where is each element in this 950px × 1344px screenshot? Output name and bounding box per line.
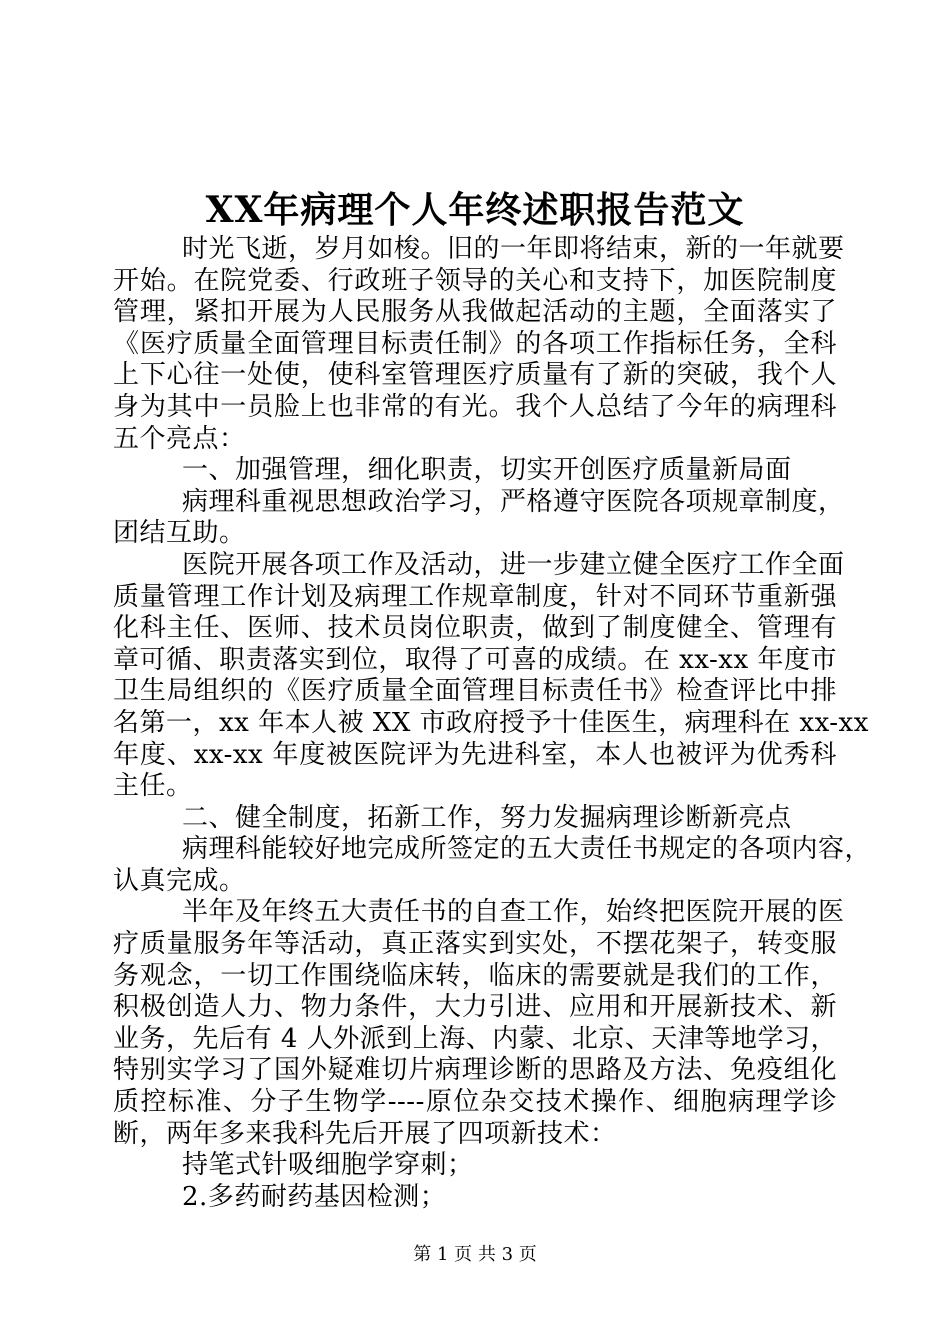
text-line: 时光飞逝，岁月如梭。旧的一年即将结束，新的一年就要 [182,234,845,264]
text-line: 管理，紧扣开展为人民服务从我做起活动的主题，全面落实了 [113,297,837,328]
text-line: 名第一，xx 年本人被 XX 市政府授予十佳医生，病理科在 xx-xx [113,707,869,738]
page-footer: 第 1 页 共 3 页 [413,1244,537,1265]
text-line: 年度、xx-xx 年度被医院评为先进科室，本人也被评为优秀科 [113,739,837,770]
text-line: 章可循、职责落实到位，取得了可喜的成绩。在 xx-xx 年度市 [113,644,837,675]
text-line: 特别实学习了国外疑难切片病理诊断的思路及方法、免疫组化 [113,1055,837,1086]
text-line: 团结互助。 [113,518,246,549]
text-line: 开始。在院党委、行政班子领导的关心和支持下，加医院制度 [113,265,837,296]
text-line: 二、健全制度，拓新工作，努力发掘病理诊断新亮点 [182,802,792,833]
text-line: 半年及年终五大责任书的自查工作，始终把医院开展的医 [182,897,845,928]
text-line: 积极创造人力、物力条件，大力引进、应用和开展新技术、新 [113,992,837,1023]
document-body [113,234,872,1213]
text-line: 卫生局组织的《医疗质量全面管理目标责任书》检查评比中排 [113,676,837,707]
text-line: 质量管理工作计划及病理工作规章制度，针对不同环节重新强 [113,581,837,612]
text-line: 《医疗质量全面管理目标责任制》的各项工作指标任务，全科 [113,328,837,359]
text-line: 病理科重视思想政治学习，严格遵守医院各项规章制度， [182,486,845,517]
text-line: 业务，先后有 4 人外派到上海、内蒙、北京、天津等地学习， [113,1023,837,1054]
text-line: 上下心往一处使，使科室管理医疗质量有了新的突破，我个人 [113,360,837,391]
text-line: 持笔式针吸细胞学穿刺； [182,1150,474,1181]
text-line: 断，两年多来我科先后开展了四项新技术： [113,1118,617,1149]
text-line: 五个亮点： [113,423,246,454]
document-title: XX年病理个人年终述职报告范文 [205,189,745,231]
text-line: 务观念，一切工作围绕临床转，临床的需要就是我们的工作， [113,960,837,991]
text-line: 主任。 [113,771,193,802]
text-line: 认真完成。 [113,865,246,896]
text-line: 身为其中一员脸上也非常的有光。我个人总结了今年的病理科 [113,391,837,422]
text-line: 疗质量服务年等活动，真正落实到实处，不摆花架子，转变服 [113,929,837,960]
text-line: 化科主任、医师、技术员岗位职责，做到了制度健全、管理有 [113,613,837,644]
text-line: 2.多药耐药基因检测； [182,1181,447,1212]
text-line: 质控标准、分子生物学----原位杂交技术操作、细胞病理学诊 [113,1087,837,1118]
text-line: 一、加强管理，细化职责，切实开创医疗质量新局面 [182,455,792,486]
text-line: 医院开展各项工作及活动，进一步建立健全医疗工作全面 [182,549,845,580]
text-line: 病理科能较好地完成所签定的五大责任书规定的各项内容， [182,834,872,865]
